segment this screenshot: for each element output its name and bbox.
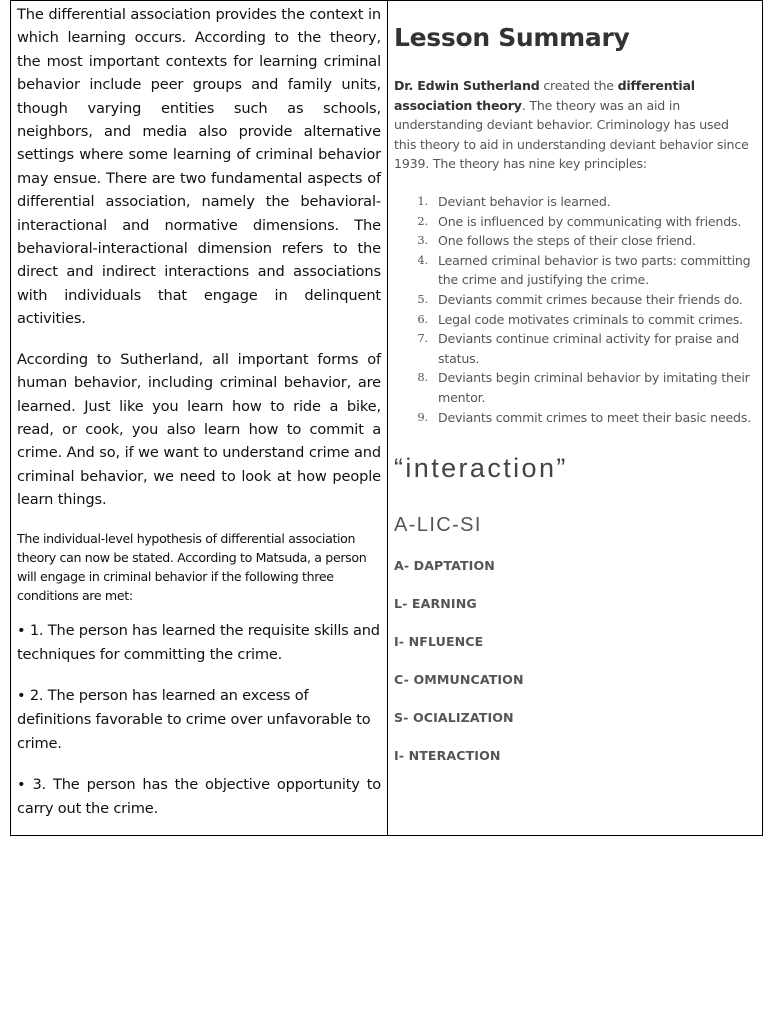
list-text: Deviant behavior is learned. [438, 193, 611, 209]
list-item [394, 251, 754, 290]
list-text: Deviants commit crimes to meet their basic needs. [438, 409, 752, 425]
list-item [394, 231, 754, 251]
list-item [394, 212, 754, 232]
list-text: One follows the steps of their close friend. [438, 233, 696, 249]
list-number: 5. [417, 291, 428, 306]
acronym-item: S- OCIALIZATION [394, 710, 514, 726]
list-item [394, 192, 754, 212]
list-number: 1. [417, 193, 428, 208]
list-item [394, 310, 754, 330]
summary-intro [394, 76, 754, 174]
list-number: 8. [417, 370, 428, 385]
left-column [11, 1, 388, 835]
acronym-item: A- DAPTATION [394, 558, 495, 574]
list-number: 6. [417, 311, 428, 326]
list-item [394, 290, 754, 310]
list-number: 3. [417, 233, 428, 248]
intro-rest: . The theory was an aid in understanding deviant behavior. Criminology has used this theory to aid in understanding deviant behavior since 1939. The theory has nine key principles: [394, 97, 749, 172]
list-number: 2. [417, 213, 428, 228]
author-name: Dr. Edwin Sutherland [394, 78, 540, 93]
condition-item: • 3. The person has the objective opportunity to carry out the crime. [17, 775, 381, 817]
interaction-heading: “interaction” [394, 453, 568, 484]
document-table [10, 0, 763, 836]
lesson-summary-title: Lesson Summary [394, 23, 630, 52]
list-item [394, 368, 754, 407]
list-number: 4. [417, 252, 428, 267]
condition-item: • 1. The person has learned the requisite skills and techniques for committing the crime. [17, 621, 380, 663]
list-number: 7. [417, 331, 428, 346]
condition-item: • 2. The person has learned an excess of definitions favorable to crime over unfavorable to crime. [17, 686, 371, 752]
list-text: Deviants begin criminal behavior by imitating their mentor. [438, 370, 750, 405]
intro-connector: created the [539, 78, 618, 93]
list-text: One is influenced by communicating with friends. [438, 213, 742, 229]
list-text: Legal code motivates criminals to commit crimes. [438, 311, 743, 327]
list-text: Learned criminal behavior is two parts: committing the crime and justifying the crime. [438, 252, 751, 288]
list-text: Deviants continue criminal activity for praise and status. [438, 331, 740, 366]
principles-list [394, 192, 754, 427]
list-number: 9. [417, 409, 428, 424]
paragraph-sutherland: According to Sutherland, all important forms of human behavior, including criminal behavior, are learned. Just like you learn how to ride a bike, read, or cook, you also learn how to commit a crime. And so, if we want to understand crime and criminal behavior, we need to look at how people learn things. [17, 350, 381, 509]
acronym-item: I- NTERACTION [394, 748, 501, 764]
list-text: Deviants commit crimes because their friends do. [438, 291, 743, 307]
acronym-item: L- EARNING [394, 596, 477, 612]
list-item [394, 329, 754, 368]
right-column [388, 1, 762, 835]
acronym-item: I- NFLUENCE [394, 634, 484, 650]
acronym-item: C- OMMUNCATION [394, 672, 524, 688]
hypothesis-text: The individual-level hypothesis of differential association theory can now be stated. According to Matsuda, a person will engage in criminal behavior if the following three conditions are met: [17, 530, 367, 603]
list-item [394, 408, 754, 428]
theory-name: differential association theory [394, 78, 695, 113]
acronym-heading: A-LIC-SI [394, 514, 482, 537]
paragraph-context: The differential association provides the context in which learning occurs. According to the theory, the most important contexts for learning criminal behavior include peer groups and family units, though varying entities such as schools, neighbors, and media also provide alternative settings where some learning of criminal behavior may ensue. There are two fundamental aspects of differential association, namely the behavioral-interactional and normative dimensions. The behavioral-interactional dimension refers to the direct and indirect interactions and associations with individuals that engage in delinquent activities. [17, 6, 381, 328]
